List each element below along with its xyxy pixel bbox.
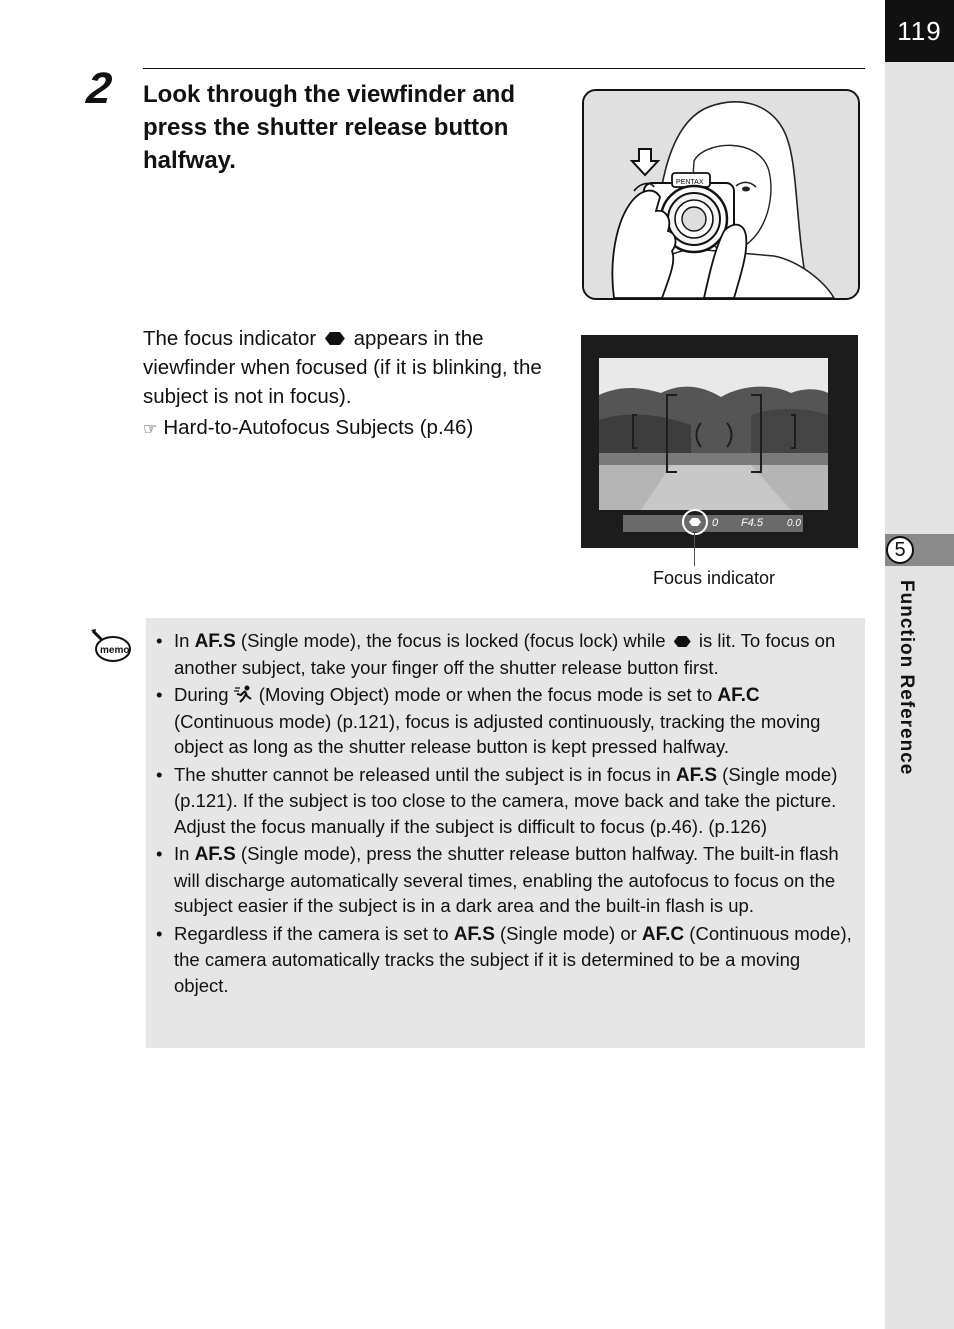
header-rule	[143, 68, 865, 69]
readout-aperture: F4.5	[741, 517, 764, 529]
memo-icon	[88, 628, 132, 666]
camera-brand-label: PENTAX	[676, 179, 704, 186]
memo-item: • The shutter cannot be released until the subject is in focus in AF.S (Single mode) (p.121). If the subject is too close to the camera, move back and take the picture. Adjust the focus manually if the subject is difficult to focus (p.46). (p.126)	[174, 762, 857, 840]
woman-holding-camera-drawing	[584, 91, 858, 298]
readout-ev: 0.0	[787, 518, 801, 529]
step-number: 2	[84, 64, 115, 113]
memo-icon-label: memo	[100, 645, 130, 656]
camera-usage-illustration	[582, 89, 860, 300]
focus-description	[143, 324, 543, 411]
description-part-1: The focus indicator	[143, 327, 317, 350]
focus-indicator-icon	[325, 332, 345, 345]
viewfinder-scene	[581, 335, 858, 548]
memo-list	[146, 618, 865, 998]
chapter-title: Function Reference	[896, 580, 917, 776]
viewfinder-image	[581, 335, 858, 548]
focus-indicator-caption: Focus indicator	[653, 568, 776, 588]
moving-object-mode-icon	[234, 685, 254, 703]
page-number: 119	[885, 0, 954, 62]
memo-item: • In AF.S (Single mode), the focus is locked (focus lock) while is lit. To focus on another subject, take your finger off the shutter release button first.	[174, 628, 857, 680]
chapter-number-badge: 5	[886, 536, 914, 564]
description-part-2: appears in the viewfinder when focused (if it is blinking, the subject is not in focus).	[143, 327, 542, 408]
reference-text: Hard-to-Autofocus Subjects (p.46)	[163, 416, 474, 439]
memo-item: • Regardless if the camera is set to AF.S (Single mode) or AF.C (Continuous mode), the camera automatically tracks the subject if it is determined to be a moving object.	[174, 921, 857, 999]
step-title: Look through the viewfinder and press the shutter release button halfway.	[143, 81, 515, 174]
memo-item: • In AF.S (Single mode), press the shutter release button halfway. The built-in flash will discharge automatically several times, enabling the autofocus to focus on the subject easier if the subject is in a dark area and the built-in flash is up.	[174, 841, 857, 919]
pointing-hand-icon: ☞	[143, 421, 158, 438]
memo-box	[146, 618, 865, 1048]
memo-item: • During (Moving Object) mode or when the focus mode is set to AF.C (Continuous mode) (p.121), focus is adjusted continuously, tracking the moving object as long as the shutter release button is kept pressed halfway.	[174, 682, 857, 760]
readout-shutter: 0	[712, 517, 719, 529]
caption-leader-line	[694, 533, 695, 566]
reference-link[interactable]	[143, 416, 473, 440]
focus-indicator-icon	[674, 636, 691, 647]
